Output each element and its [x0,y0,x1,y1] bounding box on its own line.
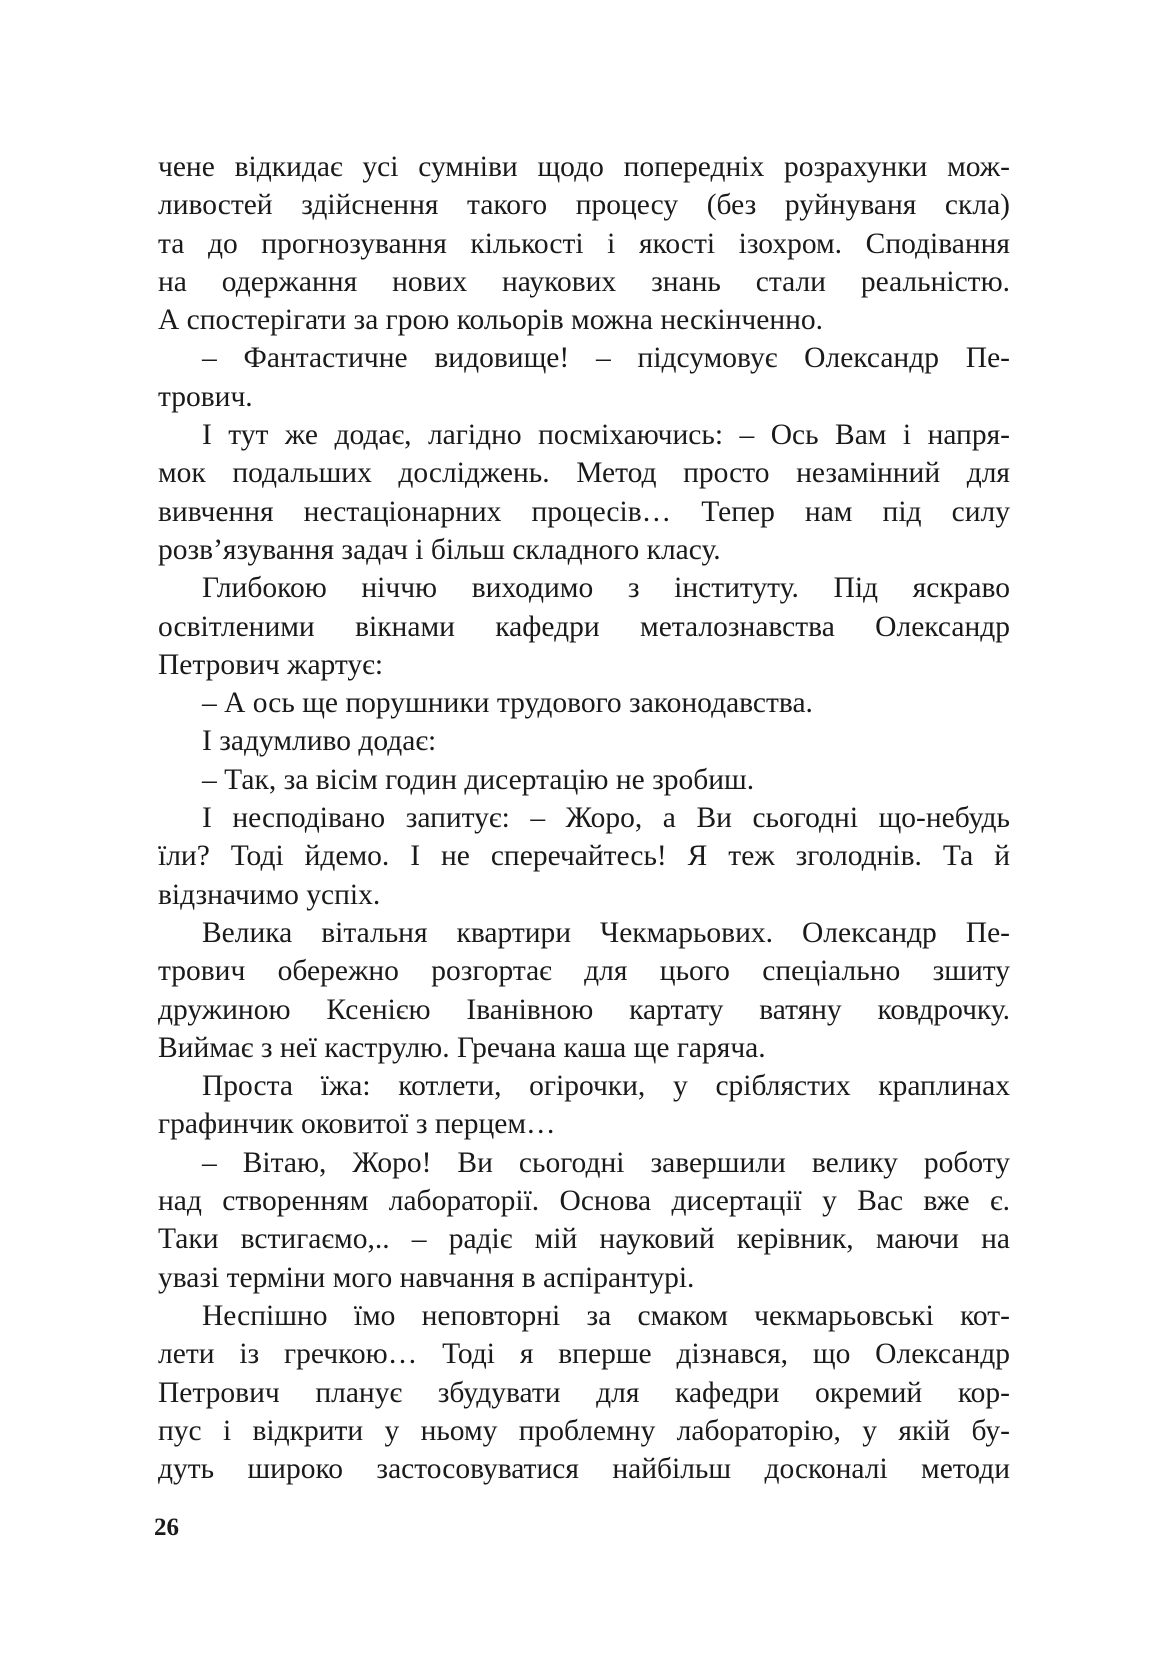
text-line: І тут же додає, лагідно посміхаючись: – Ось Вам і напря- [202,419,1010,452]
text-line: мок подальших досліджень. Метод просто незамінний для [158,457,1010,490]
text-line: дружиною Ксенією Іванівною картату ватяну ковдрочку. [158,993,1010,1026]
text-line: трович. [158,380,253,413]
text-line: Таки встигаємо,.. – радіє мій науковий керівник, маючи на [158,1223,1010,1256]
text-line: чене відкидає усі сумніви щодо попередніх розрахунки мож- [158,151,1010,183]
text-line: – Фантастичне видовище! – підсумовує Олександр Пе- [202,342,1010,375]
page-number: 26 [154,1514,179,1541]
text-line: Петрович жартує: [158,648,384,681]
text-line: лети із гречкою… Тоді я вперше дізнався, що Олександр [158,1338,1010,1371]
text-line: пус і відкрити у ньому проблемну лабораторію, у якій бу- [158,1414,1010,1447]
text-line: їли? Тоді йдемо. І не сперечайтесь! Я теж зголоднів. Та й [158,840,1010,873]
text-line: Глибокою ніччю виходимо з інституту. Під яскраво [202,572,1010,605]
text-line: І несподівано запитує: – Жоро, а Ви сьогодні що-небудь [202,802,1010,835]
text-line: – Вітаю, Жоро! Ви сьогодні завершили велику роботу [202,1146,1010,1179]
text-line: освітленими вікнами кафедри металознавства Олександр [158,610,1010,643]
text-line: дуть широко застосовуватися найбільш досконалі методи [158,1453,1010,1486]
text-line: Виймає з неї каструлю. Гречана каша ще гаряча. [158,1031,766,1064]
text-line: трович обережно розгортає для цього спеціально зшиту [158,955,1010,988]
text-line: Велика вітальня квартири Чекмарьових. Олександр Пе- [202,916,1010,949]
text-line: – Так, за вісім годин дисертацію не зробиш. [202,763,755,796]
text-line: А спостерігати за грою кольорів можна нескінченно. [158,304,824,337]
text-line: графинчик оковитої з перцем… [158,1108,556,1141]
text-line: Петрович планує збудувати для кафедри окремий кор- [158,1376,1010,1409]
text-line: розв’язування задач і більш складного класу. [158,533,721,566]
text-line: увазі терміни мого навчання в аспірантурі. [158,1261,695,1294]
text-line: відзначимо успіх. [158,878,381,911]
text-line: ливостей здійснення такого процесу (без руйнуваня скла) [158,189,1010,222]
body-text [158,148,1010,1488]
text-line: – А ось ще порушники трудового законодавства. [202,687,813,720]
text-line: вивчення нестаціонарних процесів… Тепер нам під силу [158,495,1010,528]
text-line: І задумливо додає: [202,725,437,758]
text-line: Проста їжа: котлети, огірочки, у сріблястих краплинах [202,1070,1010,1103]
text-line: на одержання нових наукових знань стали реальністю. [158,265,1010,298]
text-line: Неспішно їмо неповторні за смаком чекмарьовські кот- [202,1299,1010,1332]
text-line: над створенням лабораторії. Основа дисертації у Вас вже є. [158,1185,1010,1218]
text-line: та до прогнозування кількості і якості ізохром. Сподівання [158,227,1010,260]
